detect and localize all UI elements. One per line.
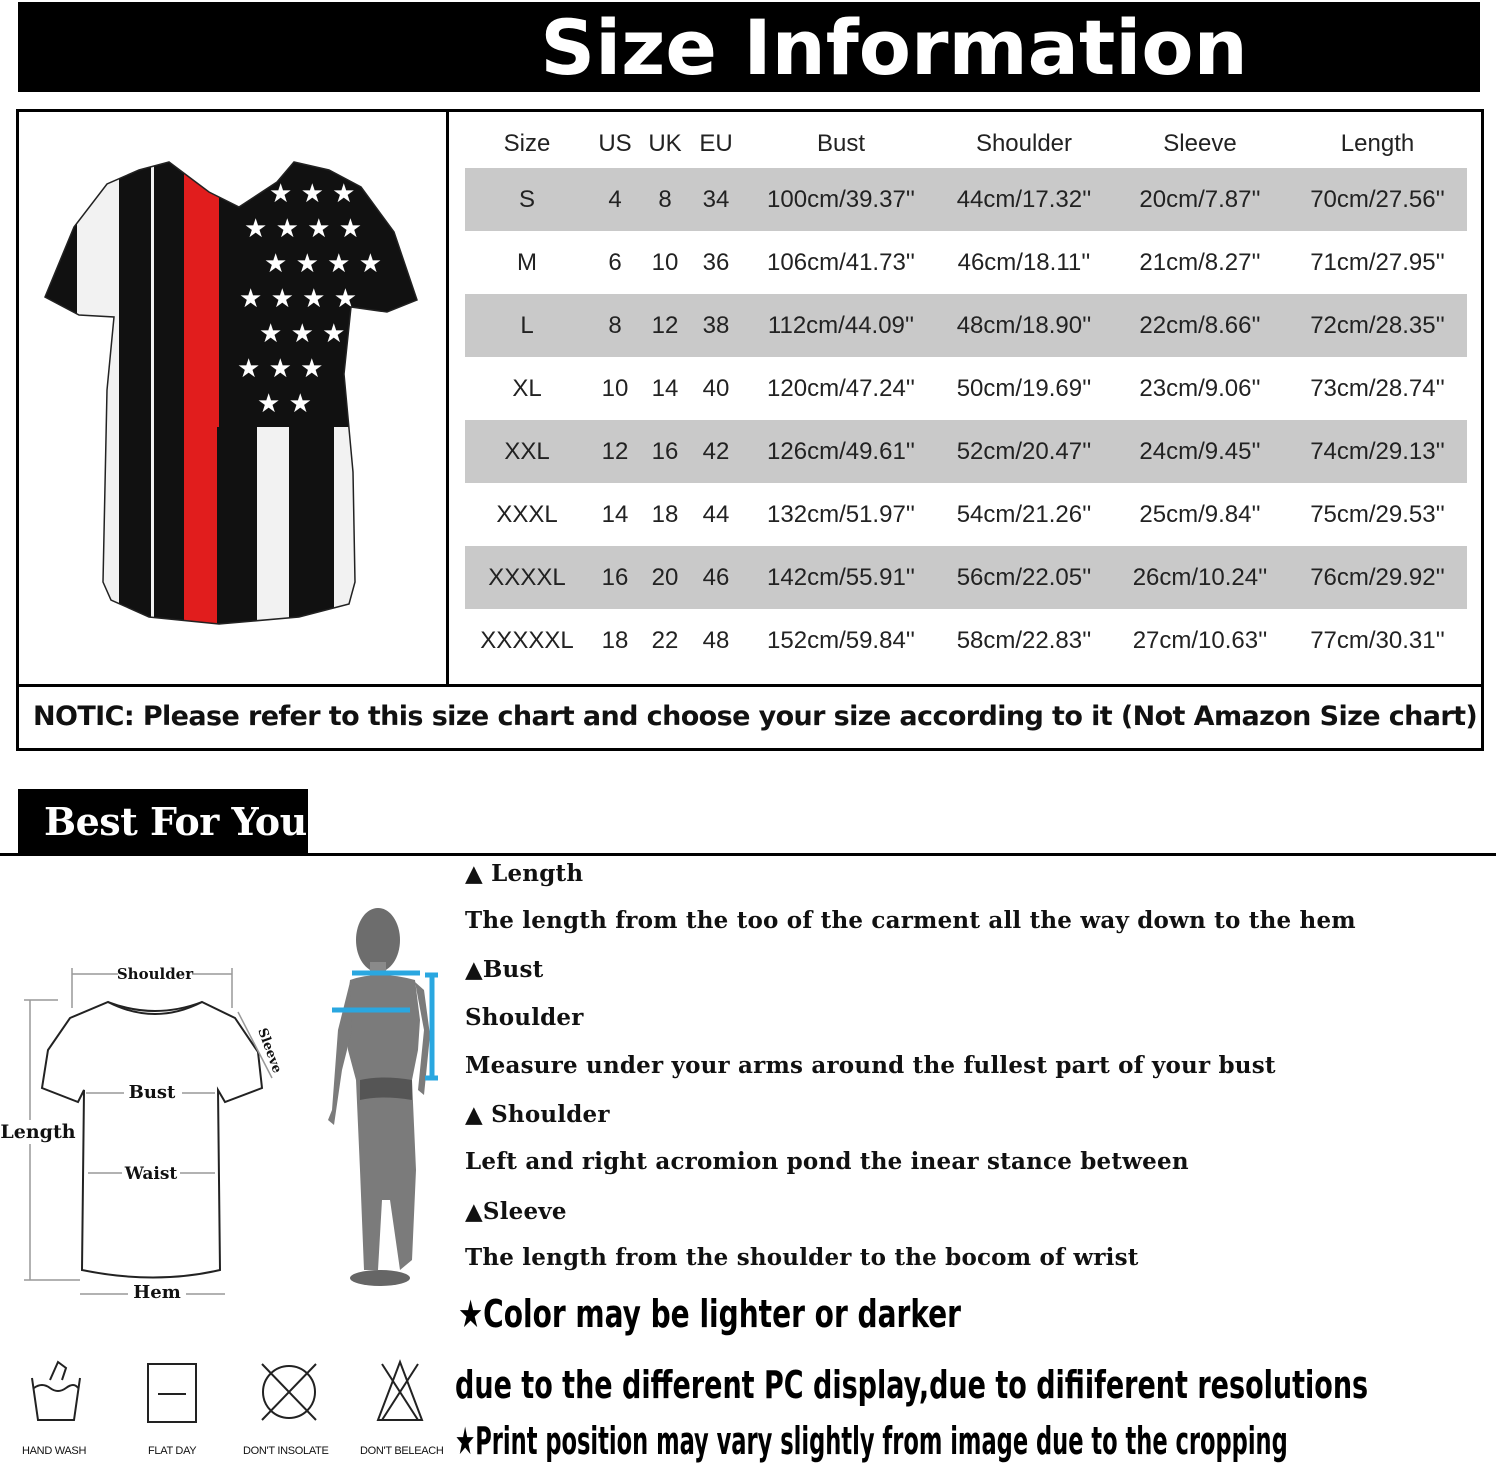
size-notice: NOTIC: Please refer to this size chart and choose your size according to it (Not Amazon Size chart) <box>33 701 1478 732</box>
desc-bust-text: Measure under your arms around the fullest part of your bust <box>465 1052 1276 1079</box>
column-header-size: Size <box>503 130 551 157</box>
cell-uk: 8 <box>658 185 672 213</box>
cell-shoulder: 54cm/21.26'' <box>956 500 1092 528</box>
cell-size: XXXXXL <box>480 626 574 654</box>
table-row <box>465 294 1467 357</box>
svg-text:★ ★ ★ ★: ★ ★ ★ ★ <box>239 284 358 314</box>
cell-size: L <box>520 311 534 339</box>
cell-sleeve: 27cm/10.63'' <box>1132 626 1268 654</box>
cell-size: S <box>518 185 535 213</box>
cell-eu: 42 <box>702 437 730 465</box>
note-display: due to the different PC display,due to difiiferent resolutions <box>455 1363 1369 1407</box>
cell-bust: 142cm/55.91'' <box>767 563 915 591</box>
svg-text:★ ★ ★: ★ ★ ★ <box>237 354 324 384</box>
cell-uk: 22 <box>651 626 679 654</box>
size-table <box>465 120 1467 672</box>
cell-eu: 44 <box>702 500 730 528</box>
table-row <box>465 420 1467 483</box>
cell-eu: 34 <box>702 185 730 213</box>
diagram-shoulder-label: Shoulder <box>116 965 194 983</box>
do-not-tumble-dry-icon <box>262 1364 316 1420</box>
cell-shoulder: 48cm/18.90'' <box>956 311 1092 339</box>
cell-shoulder: 52cm/20.47'' <box>956 437 1092 465</box>
care-label-dont-insolate: DON'T INSOLATE <box>243 1445 329 1457</box>
cell-sleeve: 23cm/9.06'' <box>1139 374 1261 402</box>
desc-sleeve-heading: ▲Sleeve <box>465 1198 567 1225</box>
cell-size: XXXL <box>496 500 558 528</box>
desc-sleeve-text: The length from the shoulder to the bocom of wrist <box>465 1244 1139 1271</box>
diagram-waist-label: Waist <box>124 1164 178 1184</box>
cell-uk: 18 <box>651 500 679 528</box>
page-title: Size Information <box>540 3 1248 92</box>
cell-sleeve: 20cm/7.87'' <box>1139 185 1261 213</box>
cell-uk: 20 <box>651 563 679 591</box>
cell-bust: 152cm/59.84'' <box>767 626 915 654</box>
diagram-bust-label: Bust <box>128 1082 176 1103</box>
table-row <box>465 609 1467 672</box>
column-header-sleeve: Sleeve <box>1163 130 1237 157</box>
column-header-uk: UK <box>648 130 682 157</box>
cell-sleeve: 22cm/8.66'' <box>1139 311 1261 339</box>
desc-shoulder-text: Left and right acromion pond the inear stance between <box>465 1148 1189 1175</box>
cell-bust: 100cm/39.37'' <box>767 185 915 213</box>
best-for-you-heading: Best For You <box>44 799 307 844</box>
care-icons <box>22 1358 442 1428</box>
desc-length-text: The length from the too of the carment all the way down to the hem <box>465 907 1356 934</box>
cell-us: 6 <box>608 248 622 276</box>
cell-length: 73cm/28.74'' <box>1310 374 1445 402</box>
cell-shoulder: 46cm/18.11'' <box>957 248 1091 276</box>
column-header-eu: EU <box>699 130 733 157</box>
desc-length-heading: ▲ Length <box>465 860 584 887</box>
column-header-bust: Bust <box>816 130 866 157</box>
svg-text:★ ★ ★ ★: ★ ★ ★ ★ <box>244 214 363 244</box>
cell-uk: 14 <box>651 374 679 402</box>
cell-eu: 48 <box>702 626 730 654</box>
note-color: ★Color may be lighter or darker <box>458 1292 961 1336</box>
notice-row <box>19 684 1481 748</box>
care-label-hand-wash: HAND WASH <box>22 1445 87 1457</box>
care-label-dont-bleach: DON'T BELEACH <box>360 1445 444 1457</box>
shirt-measurement-diagram <box>0 960 300 1310</box>
cell-eu: 38 <box>702 311 730 339</box>
cell-us: 4 <box>608 185 622 213</box>
column-header-shoulder: Shoulder <box>975 130 1073 157</box>
product-image-cell <box>19 112 449 684</box>
cell-length: 74cm/29.13'' <box>1310 437 1445 465</box>
diagram-sleeve-label: Sleeve <box>254 1026 285 1076</box>
title-banner <box>18 2 1480 92</box>
cell-us: 14 <box>601 500 629 528</box>
table-header-row <box>465 120 1467 168</box>
column-header-length: Length <box>1340 130 1415 157</box>
cell-eu: 36 <box>702 248 730 276</box>
table-row <box>465 483 1467 546</box>
cell-length: 75cm/29.53'' <box>1310 500 1445 528</box>
cell-us: 8 <box>608 311 622 339</box>
care-label-flat-day: FLAT DAY <box>148 1445 197 1457</box>
hand-wash-icon <box>32 1362 80 1420</box>
cell-bust: 120cm/47.24'' <box>767 374 915 402</box>
cell-length: 77cm/30.31'' <box>1310 626 1445 654</box>
cell-eu: 46 <box>702 563 730 591</box>
cell-eu: 40 <box>702 374 730 402</box>
cell-size: XXXXL <box>488 563 566 591</box>
diagram-length-label: Length <box>0 1121 76 1143</box>
desc-shoulder-label: Shoulder <box>465 1004 584 1031</box>
cell-us: 18 <box>601 626 629 654</box>
cell-us: 10 <box>601 374 629 402</box>
cell-bust: 132cm/51.97'' <box>767 500 915 528</box>
do-not-bleach-icon <box>378 1362 422 1420</box>
cell-size: M <box>517 248 537 276</box>
svg-text:★ ★ ★: ★ ★ ★ <box>259 319 346 349</box>
note-print-position: ★Print position may vary slightly from image due to the cropping <box>455 1419 1288 1463</box>
cell-length: 71cm/27.95'' <box>1310 248 1445 276</box>
cell-length: 70cm/27.56'' <box>1310 185 1445 213</box>
svg-text:★ ★: ★ ★ <box>257 389 312 419</box>
desc-bust-heading: ▲Bust <box>465 956 544 983</box>
cell-uk: 10 <box>651 248 679 276</box>
cell-us: 12 <box>601 437 629 465</box>
section-divider <box>0 853 1496 856</box>
cell-shoulder: 58cm/22.83'' <box>956 626 1092 654</box>
cell-size: XL <box>512 374 542 402</box>
cell-sleeve: 26cm/10.24'' <box>1132 563 1268 591</box>
body-figure-image <box>320 900 460 1290</box>
product-shirt-image <box>19 112 446 684</box>
cell-sleeve: 24cm/9.45'' <box>1139 437 1261 465</box>
cell-bust: 126cm/49.61'' <box>767 437 915 465</box>
cell-size: XXL <box>504 437 550 465</box>
column-header-us: US <box>598 130 632 157</box>
flat-dry-icon <box>148 1364 196 1422</box>
cell-shoulder: 44cm/17.32'' <box>956 185 1092 213</box>
cell-length: 72cm/28.35'' <box>1310 311 1445 339</box>
cell-uk: 16 <box>651 437 679 465</box>
diagram-hem-label: Hem <box>133 1282 181 1303</box>
best-for-you-tab <box>18 789 308 853</box>
cell-length: 76cm/29.92'' <box>1310 563 1445 591</box>
cell-sleeve: 21cm/8.27'' <box>1139 248 1261 276</box>
cell-shoulder: 50cm/19.69'' <box>956 374 1092 402</box>
svg-text:★ ★ ★ ★: ★ ★ ★ ★ <box>264 249 383 279</box>
svg-text:★ ★ ★: ★ ★ ★ <box>269 179 356 209</box>
cell-uk: 12 <box>651 311 679 339</box>
cell-bust: 112cm/44.09'' <box>767 311 915 339</box>
cell-bust: 106cm/41.73'' <box>767 248 915 276</box>
desc-shoulder-heading: ▲ Shoulder <box>465 1101 610 1128</box>
cell-us: 16 <box>601 563 629 591</box>
table-row <box>465 546 1467 609</box>
table-row <box>465 357 1467 420</box>
size-chart-frame <box>16 109 1484 751</box>
table-row <box>465 231 1467 294</box>
cell-shoulder: 56cm/22.05'' <box>956 563 1092 591</box>
cell-sleeve: 25cm/9.84'' <box>1139 500 1261 528</box>
table-row <box>465 168 1467 231</box>
